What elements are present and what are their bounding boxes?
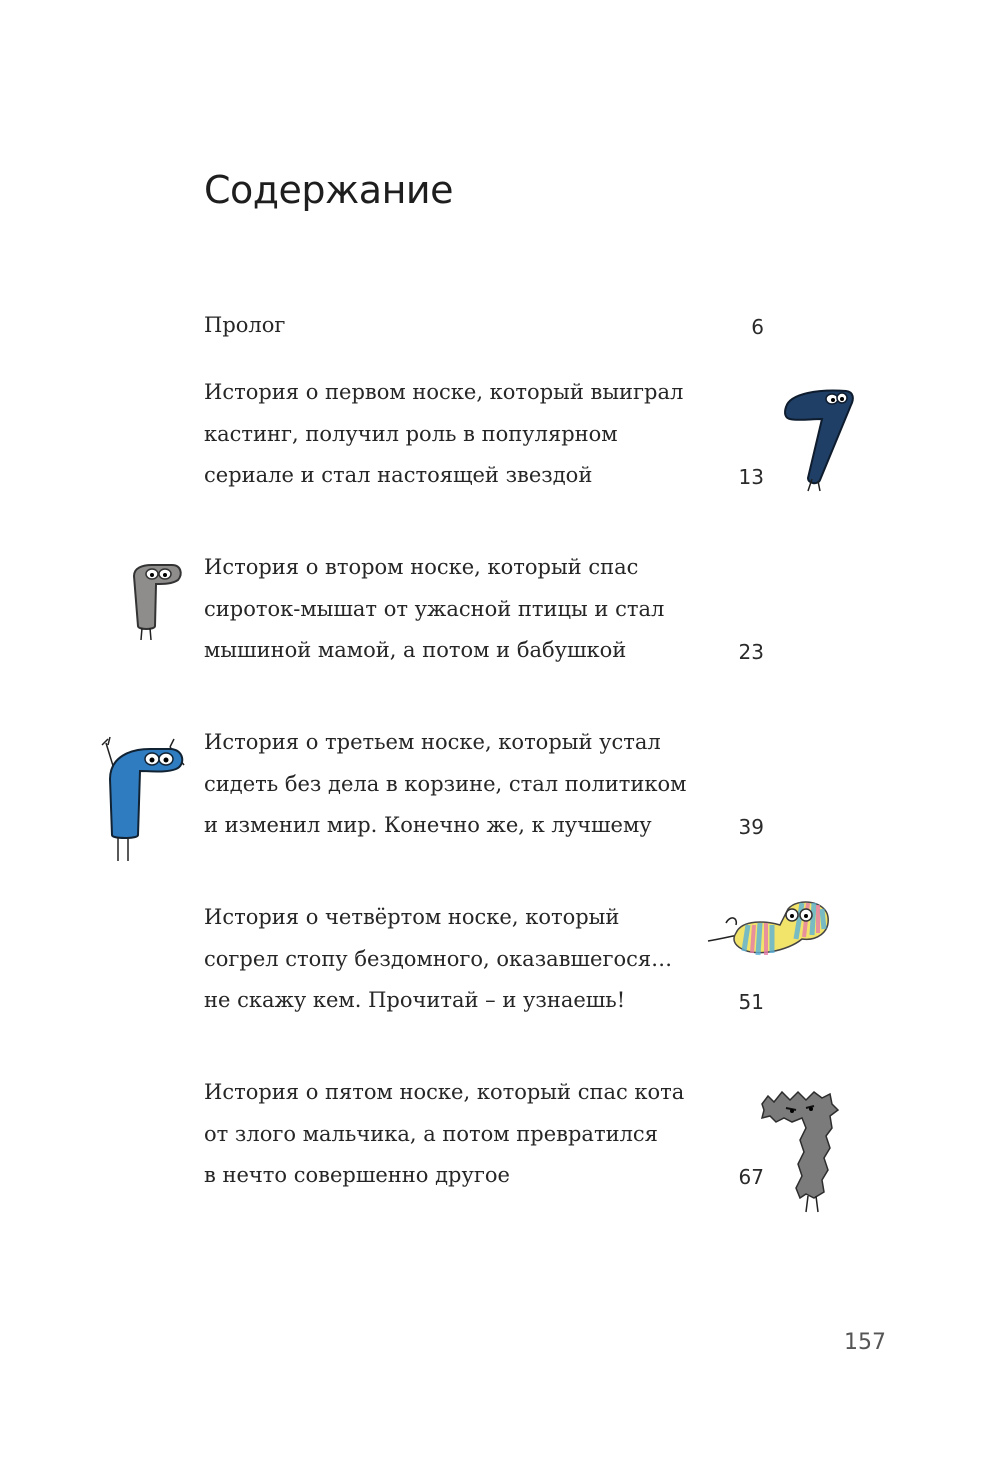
blue-sock-illustration <box>100 735 190 865</box>
page-number: 157 <box>844 1330 886 1355</box>
toc-entry-text <box>204 547 674 672</box>
toc-line: в нечто совершенно другое <box>204 1163 510 1187</box>
toc-line: мышиной мамой, а потом и бабушкой <box>204 638 627 662</box>
striped-sock-illustration <box>706 895 836 965</box>
navy-sock-illustration <box>780 385 860 495</box>
toc-line: сидеть без дела в корзине, стал политиком <box>204 771 687 796</box>
toc-line: и изменил мир. Конечно же, к лучшему <box>204 813 652 837</box>
toc-entry-second-sock[interactable] <box>204 547 764 672</box>
toc-line: История о пятом носке, который спас кота <box>204 1080 685 1104</box>
toc-line: не скажу кем. Прочитай – и узнаешь! <box>204 988 626 1012</box>
toc-line: История о четвёртом носке, который <box>204 905 620 929</box>
toc-entry-first-sock[interactable] <box>204 372 764 497</box>
toc-page-number: 39 <box>738 814 764 839</box>
toc-entry-fourth-sock[interactable] <box>204 897 764 1022</box>
toc-entry-text <box>204 722 687 847</box>
toc-line: История о первом носке, который выиграл <box>204 380 684 404</box>
toc-entry-text <box>204 372 684 497</box>
gray-sock-illustration <box>128 562 188 644</box>
toc-line: История о третьем носке, который устал <box>204 730 661 754</box>
toc-entry-third-sock[interactable] <box>204 722 764 847</box>
toc-entry-prologue[interactable] <box>204 305 764 347</box>
toc-line: История о втором носке, который спас <box>204 555 639 579</box>
toc-line: согрел стопу бездомного, оказавшегося… <box>204 946 673 971</box>
toc-page-number: 13 <box>738 464 764 489</box>
toc-line: сироток-мышат от ужасной птицы и стал <box>204 596 665 621</box>
toc-line: Пролог <box>204 313 286 337</box>
toc-entry-text <box>204 305 674 347</box>
toc-line: сериале и стал настоящей звездой <box>204 463 593 487</box>
page-title: Содержание <box>204 168 453 212</box>
furry-sock-illustration <box>756 1088 842 1216</box>
toc-line: от злого мальчика, а потом превратился <box>204 1121 658 1146</box>
toc-page-number: 23 <box>738 639 764 664</box>
toc-page-number: 51 <box>738 989 764 1014</box>
toc-line: кастинг, получил роль в популярном <box>204 421 618 446</box>
toc-entry-fifth-sock[interactable] <box>204 1072 764 1197</box>
toc-entry-text <box>204 897 674 1022</box>
toc-entry-text <box>204 1072 685 1197</box>
toc-page-number: 67 <box>738 1164 764 1189</box>
toc-page-number: 6 <box>751 314 764 339</box>
